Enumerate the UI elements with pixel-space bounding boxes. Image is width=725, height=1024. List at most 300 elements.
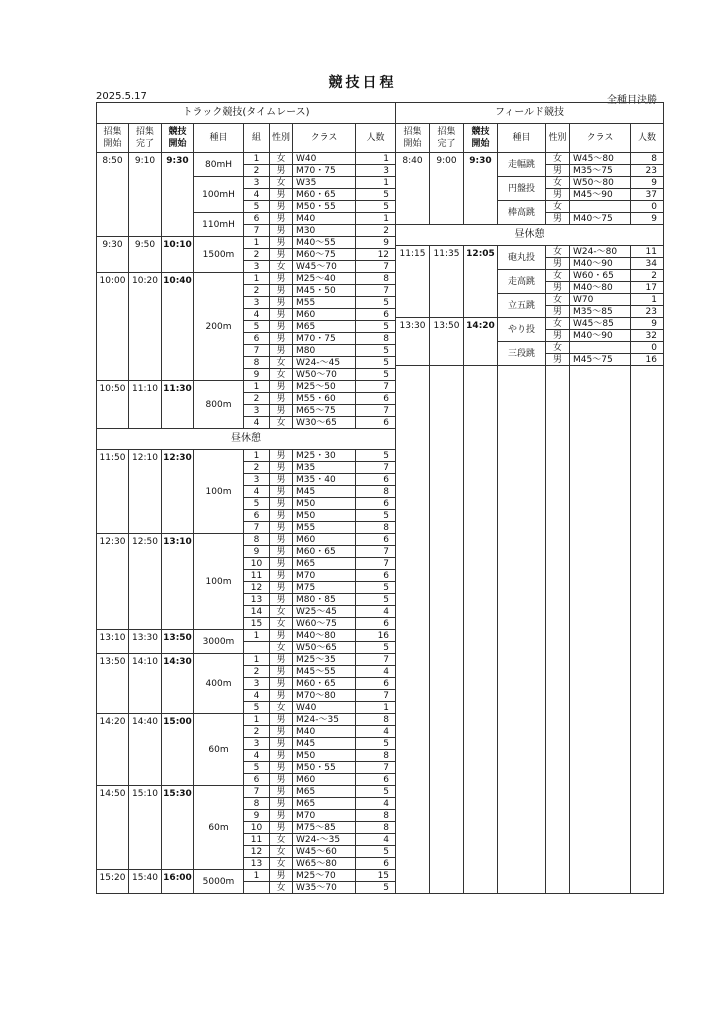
entry-count: 7	[356, 690, 396, 702]
gender: 男	[546, 213, 570, 225]
class: M65	[293, 786, 356, 798]
lunch-break-row	[97, 429, 396, 450]
gender: 男	[270, 726, 293, 738]
entry-count: 5	[356, 189, 396, 201]
event-start-time: 10:40	[162, 273, 194, 381]
table-row	[97, 870, 396, 882]
entry-count: 8	[356, 522, 396, 534]
gender: 女	[270, 882, 293, 894]
entry-count: 1	[356, 177, 396, 189]
class: M25・30	[293, 450, 356, 462]
class: M25～50	[293, 381, 356, 393]
heat-number: 1	[244, 237, 270, 249]
column-header: 組	[244, 124, 270, 153]
heat-number: 9	[244, 810, 270, 822]
class: M50	[293, 510, 356, 522]
gender: 男	[270, 510, 293, 522]
track-schedule-table	[96, 102, 396, 894]
class: M35～75	[570, 165, 631, 177]
class: M55・60	[293, 393, 356, 405]
filler-row	[396, 366, 664, 894]
call-start-time: 9:30	[97, 237, 129, 273]
gender: 男	[270, 249, 293, 261]
class: W24-～80	[570, 246, 631, 258]
gender: 女	[270, 261, 293, 273]
call-end-time: 14:10	[129, 654, 162, 714]
entry-count: 16	[631, 354, 664, 366]
heat-number: 4	[244, 486, 270, 498]
entry-count: 7	[356, 261, 396, 273]
heat-number: 3	[244, 738, 270, 750]
entry-count: 5	[356, 786, 396, 798]
column-header: 招集 完了	[129, 124, 162, 153]
event-start-time: 9:30	[464, 153, 498, 225]
heat-number: 12	[244, 582, 270, 594]
class: M45	[293, 738, 356, 750]
class: W50～70	[293, 369, 356, 381]
gender: 男	[270, 462, 293, 474]
event-start-time: 15:00	[162, 714, 194, 786]
heat-number: 14	[244, 606, 270, 618]
gender: 女	[546, 246, 570, 258]
class: M65～75	[293, 405, 356, 417]
column-header: 招集 完了	[430, 124, 464, 153]
section-heading: フィールド競技	[396, 103, 664, 124]
heat-number: 6	[244, 213, 270, 225]
class: M60	[293, 309, 356, 321]
class: M40～90	[570, 258, 631, 270]
class: M70・75	[293, 165, 356, 177]
gender: 男	[270, 594, 293, 606]
call-start-time: 13:30	[396, 318, 430, 366]
gender: 女	[270, 606, 293, 618]
heat-number: 13	[244, 594, 270, 606]
gender: 男	[546, 165, 570, 177]
gender: 男	[270, 666, 293, 678]
class: W45～60	[293, 846, 356, 858]
entry-count: 2	[631, 270, 664, 282]
gender: 男	[270, 678, 293, 690]
heat-number: 5	[244, 702, 270, 714]
table-row	[396, 318, 664, 330]
entry-count: 7	[356, 381, 396, 393]
entry-count: 5	[356, 846, 396, 858]
gender: 男	[270, 333, 293, 345]
gender: 男	[546, 330, 570, 342]
call-start-time: 12:30	[97, 534, 129, 630]
event-name: 3000m	[194, 630, 244, 654]
heat-number: 2	[244, 726, 270, 738]
gender: 男	[270, 393, 293, 405]
class: M45～90	[570, 189, 631, 201]
gender: 男	[270, 582, 293, 594]
gender: 女	[270, 702, 293, 714]
entry-count: 5	[356, 297, 396, 309]
gender: 女	[270, 618, 293, 630]
event-start-time: 13:10	[162, 534, 194, 630]
class: M65	[293, 798, 356, 810]
gender: 男	[270, 774, 293, 786]
filler-cell	[570, 366, 631, 894]
filler-cell	[464, 366, 498, 894]
entry-count: 5	[356, 738, 396, 750]
class: W70	[570, 294, 631, 306]
entry-count: 6	[356, 570, 396, 582]
entry-count: 3	[356, 165, 396, 177]
event-name: 110mH	[194, 213, 244, 237]
entry-count: 32	[631, 330, 664, 342]
class: M30	[293, 225, 356, 237]
class: M65	[293, 558, 356, 570]
heat-number: 7	[244, 225, 270, 237]
heat-number: 3	[244, 177, 270, 189]
entry-count: 11	[631, 246, 664, 258]
heat-number: 7	[244, 345, 270, 357]
entry-count: 4	[356, 606, 396, 618]
event-start-time: 12:05	[464, 246, 498, 318]
column-header: 性別	[546, 124, 570, 153]
lunch-break-label: 昼休憩	[396, 225, 664, 246]
gender: 女	[270, 417, 293, 429]
entry-count: 5	[356, 594, 396, 606]
class: W45～70	[293, 261, 356, 273]
heat-number: 9	[244, 369, 270, 381]
heat-number: 1	[244, 273, 270, 285]
class: M70・75	[293, 333, 356, 345]
class: W35	[293, 177, 356, 189]
gender: 男	[270, 558, 293, 570]
gender: 男	[270, 714, 293, 726]
class: M50・55	[293, 201, 356, 213]
event-start-time: 11:30	[162, 381, 194, 429]
heat-number: 7	[244, 786, 270, 798]
column-header: クラス	[570, 124, 631, 153]
gender: 女	[270, 834, 293, 846]
heat-number: 3	[244, 297, 270, 309]
table-row	[97, 654, 396, 666]
lunch-break-row	[396, 225, 664, 246]
column-header: 競技 開始	[464, 124, 498, 153]
heat-number: 8	[244, 798, 270, 810]
event-name: 砲丸投	[498, 246, 546, 270]
entry-count: 6	[356, 534, 396, 546]
gender: 男	[270, 870, 293, 882]
event-name: 三段跳	[498, 342, 546, 366]
class: W35～70	[293, 882, 356, 894]
class: W50～65	[293, 642, 356, 654]
entry-count: 12	[356, 249, 396, 261]
call-start-time: 8:40	[396, 153, 430, 225]
class: M45～55	[293, 666, 356, 678]
table-row	[97, 534, 396, 546]
page-title: 競技日程	[328, 75, 397, 91]
filler-cell	[430, 366, 464, 894]
gender: 女	[546, 342, 570, 354]
heat-number: 2	[244, 285, 270, 297]
class: W45～85	[570, 318, 631, 330]
entry-count: 9	[631, 318, 664, 330]
entry-count: 4	[356, 666, 396, 678]
gender: 女	[270, 642, 293, 654]
event-name: 5000m	[194, 870, 244, 894]
event-start-time: 10:10	[162, 237, 194, 273]
class: M50	[293, 750, 356, 762]
class: W65～80	[293, 858, 356, 870]
entry-count: 8	[356, 750, 396, 762]
class: M24-～35	[293, 714, 356, 726]
class: M45・50	[293, 285, 356, 297]
gender: 男	[270, 273, 293, 285]
class: M50	[293, 498, 356, 510]
event-name: 100m	[194, 450, 244, 534]
filler-cell	[631, 366, 664, 894]
heat-number: 1	[244, 654, 270, 666]
column-header: 種目	[498, 124, 546, 153]
event-name: 100m	[194, 534, 244, 630]
table-row	[97, 786, 396, 798]
event-start-time: 13:50	[162, 630, 194, 654]
class: W50～80	[570, 177, 631, 189]
class: M35・40	[293, 474, 356, 486]
table-row	[97, 153, 396, 165]
gender: 男	[270, 738, 293, 750]
gender: 男	[270, 237, 293, 249]
entry-count: 7	[356, 762, 396, 774]
class	[570, 201, 631, 213]
class: M55	[293, 297, 356, 309]
class: M75～85	[293, 822, 356, 834]
entry-count: 6	[356, 393, 396, 405]
heat-number: 6	[244, 774, 270, 786]
gender: 男	[270, 690, 293, 702]
call-end-time: 13:50	[430, 318, 464, 366]
column-header: 競技 開始	[162, 124, 194, 153]
entry-count: 1	[356, 213, 396, 225]
event-start-time: 16:00	[162, 870, 194, 894]
heat-number: 5	[244, 201, 270, 213]
gender: 男	[270, 522, 293, 534]
call-start-time: 10:00	[97, 273, 129, 381]
heat-number: 3	[244, 405, 270, 417]
heat-number: 2	[244, 393, 270, 405]
event-name: 60m	[194, 714, 244, 786]
entry-count: 5	[356, 369, 396, 381]
entry-count: 2	[356, 225, 396, 237]
gender: 男	[270, 570, 293, 582]
class: M80	[293, 345, 356, 357]
class: M25～40	[293, 273, 356, 285]
entry-count: 5	[356, 321, 396, 333]
gender: 男	[270, 822, 293, 834]
event-name: 走幅跳	[498, 153, 546, 177]
field-schedule-table	[395, 102, 664, 894]
gender: 女	[546, 201, 570, 213]
class: M75	[293, 582, 356, 594]
gender: 男	[270, 810, 293, 822]
call-end-time: 15:10	[129, 786, 162, 870]
call-end-time: 9:50	[129, 237, 162, 273]
heat-number: 10	[244, 822, 270, 834]
column-header: 人数	[631, 124, 664, 153]
entry-count: 8	[356, 810, 396, 822]
gender: 女	[546, 270, 570, 282]
heat-number: 11	[244, 834, 270, 846]
entry-count: 15	[356, 870, 396, 882]
gender: 女	[270, 177, 293, 189]
entry-count: 1	[356, 702, 396, 714]
entry-count: 7	[356, 558, 396, 570]
table-row	[97, 714, 396, 726]
class: M40～75	[570, 213, 631, 225]
gender: 男	[270, 534, 293, 546]
entry-count: 6	[356, 474, 396, 486]
heat-number: 2	[244, 666, 270, 678]
class	[570, 342, 631, 354]
heat-number: 13	[244, 858, 270, 870]
gender: 男	[270, 405, 293, 417]
entry-count: 37	[631, 189, 664, 201]
gender: 男	[270, 345, 293, 357]
event-name: 800m	[194, 381, 244, 429]
entry-count: 5	[356, 357, 396, 369]
entry-count: 5	[356, 510, 396, 522]
table-row	[97, 630, 396, 642]
gender: 男	[546, 258, 570, 270]
call-start-time: 15:20	[97, 870, 129, 894]
gender: 女	[546, 318, 570, 330]
entry-count: 6	[356, 774, 396, 786]
gender: 男	[270, 654, 293, 666]
heat-number: 1	[244, 630, 270, 642]
entry-count: 9	[631, 213, 664, 225]
call-start-time: 14:20	[97, 714, 129, 786]
call-start-time: 14:50	[97, 786, 129, 870]
column-header: 招集 開始	[396, 124, 430, 153]
table-row	[396, 246, 664, 258]
class: M45～75	[570, 354, 631, 366]
class: M40～80	[570, 282, 631, 294]
heat-number: 6	[244, 333, 270, 345]
table-row	[97, 450, 396, 462]
filler-cell	[546, 366, 570, 894]
call-end-time: 13:30	[129, 630, 162, 654]
heat-number: 9	[244, 546, 270, 558]
column-header: クラス	[293, 124, 356, 153]
note-label: 全種目決勝	[607, 95, 657, 106]
filler-cell	[498, 366, 546, 894]
entry-count: 34	[631, 258, 664, 270]
entry-count: 1	[356, 153, 396, 165]
gender: 男	[270, 309, 293, 321]
class: M40～80	[293, 630, 356, 642]
entry-count: 5	[356, 201, 396, 213]
class: M60～75	[293, 249, 356, 261]
call-end-time: 12:50	[129, 534, 162, 630]
entry-count: 4	[356, 834, 396, 846]
gender: 男	[270, 297, 293, 309]
entry-count: 6	[356, 858, 396, 870]
entry-count: 5	[356, 882, 396, 894]
column-header: 人数	[356, 124, 396, 153]
event-name: 立五跳	[498, 294, 546, 318]
heat-number: 3	[244, 678, 270, 690]
class: M35	[293, 462, 356, 474]
class: M60	[293, 774, 356, 786]
heat-number: 4	[244, 750, 270, 762]
event-start-time: 9:30	[162, 153, 194, 237]
event-name: 円盤投	[498, 177, 546, 201]
gender: 男	[270, 381, 293, 393]
entry-count: 4	[356, 726, 396, 738]
entry-count: 7	[356, 654, 396, 666]
gender: 男	[270, 474, 293, 486]
entry-count: 6	[356, 498, 396, 510]
gender: 男	[270, 486, 293, 498]
class: W40	[293, 153, 356, 165]
heat-number: 5	[244, 321, 270, 333]
entry-count: 8	[356, 333, 396, 345]
entry-count: 23	[631, 165, 664, 177]
entry-count: 8	[631, 153, 664, 165]
gender: 男	[270, 546, 293, 558]
class: W40	[293, 702, 356, 714]
class: W24-～35	[293, 834, 356, 846]
class: W60・65	[570, 270, 631, 282]
lunch-break-label: 昼休憩	[97, 429, 396, 450]
heat-number: 4	[244, 690, 270, 702]
call-end-time: 9:10	[129, 153, 162, 237]
gender: 男	[270, 285, 293, 297]
class: M40～90	[570, 330, 631, 342]
call-end-time: 9:00	[430, 153, 464, 225]
class: M60・65	[293, 546, 356, 558]
class: M70	[293, 570, 356, 582]
event-name: 400m	[194, 654, 244, 714]
gender: 男	[270, 189, 293, 201]
gender: 女	[270, 858, 293, 870]
event-name: 走高跳	[498, 270, 546, 294]
heat-number: 2	[244, 462, 270, 474]
gender: 男	[270, 213, 293, 225]
gender: 男	[270, 786, 293, 798]
table-row	[97, 273, 396, 285]
gender: 男	[546, 354, 570, 366]
heat-number: 1	[244, 381, 270, 393]
class: M25～70	[293, 870, 356, 882]
entry-count: 7	[356, 405, 396, 417]
heat-number	[244, 882, 270, 894]
event-name: 100mH	[194, 177, 244, 213]
call-start-time: 11:50	[97, 450, 129, 534]
heat-number: 4	[244, 417, 270, 429]
heat-number: 15	[244, 618, 270, 630]
heat-number: 10	[244, 558, 270, 570]
heat-number: 5	[244, 762, 270, 774]
gender: 男	[270, 630, 293, 642]
gender: 女	[270, 846, 293, 858]
gender: 男	[270, 798, 293, 810]
call-start-time: 8:50	[97, 153, 129, 237]
table-row	[97, 381, 396, 393]
call-end-time: 11:10	[129, 381, 162, 429]
entry-count: 6	[356, 678, 396, 690]
entry-count: 6	[356, 618, 396, 630]
class: M60	[293, 534, 356, 546]
entry-count: 8	[356, 822, 396, 834]
entry-count: 23	[631, 306, 664, 318]
entry-count: 7	[356, 546, 396, 558]
heat-number: 6	[244, 510, 270, 522]
